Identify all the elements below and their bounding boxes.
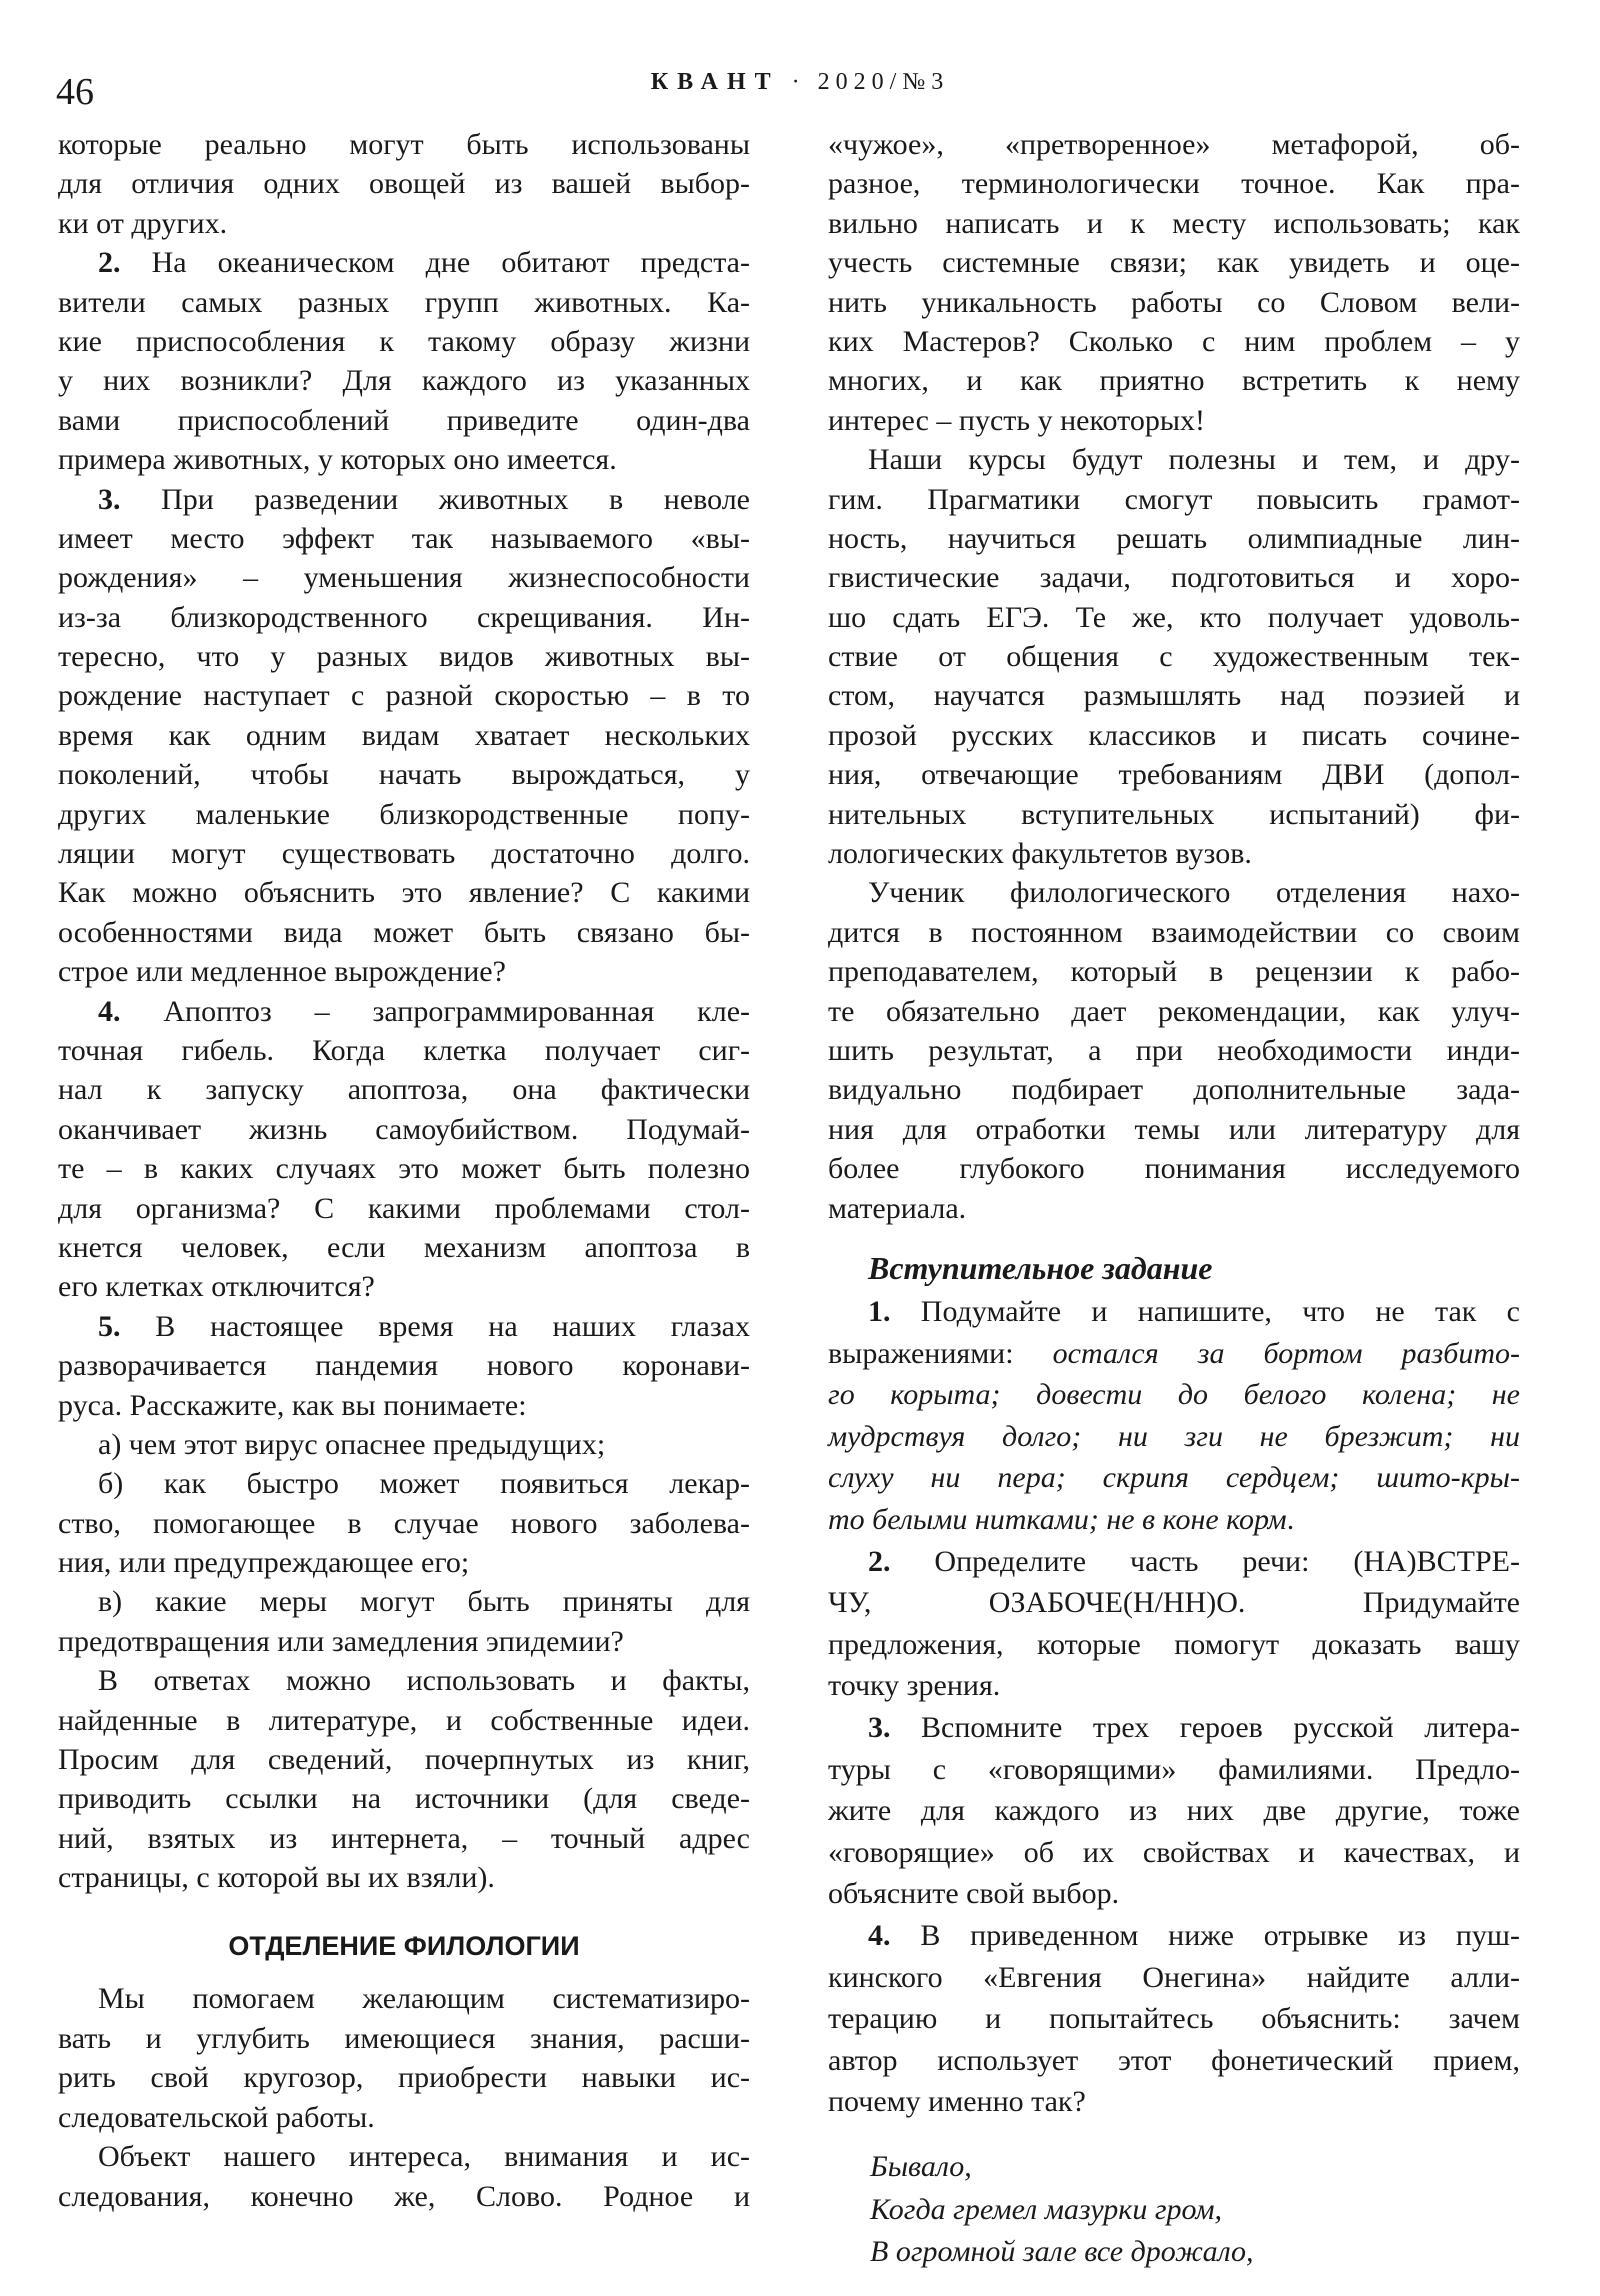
text-span: те обязательно дает рекомендации, как улуч-	[828, 994, 1520, 1028]
text-span: имеет место эффект так называемого «вы-	[58, 521, 750, 555]
text-span: Наши курсы будут полезны и тем, и дру-	[868, 443, 1520, 477]
text-line	[828, 243, 1520, 282]
text-line	[58, 1504, 750, 1543]
text-line	[828, 558, 1520, 597]
text-span: шо сдать ЕГЭ. Те же, кто получает удоволь-	[828, 600, 1520, 634]
text-span: б) как быстро может появиться лекар-	[98, 1467, 750, 1501]
section-heading-philology: ОТДЕЛЕНИЕ ФИЛОЛОГИИ	[228, 1931, 580, 1961]
text-line	[58, 2177, 750, 2217]
text-span: объясните свой выбор.	[828, 1877, 1120, 1911]
text-span: те – в каких случаях это может быть полезно	[58, 1152, 750, 1186]
text-line	[828, 1374, 1520, 1416]
text-span: поколений, чтобы начать вырождаться, у	[58, 758, 750, 792]
text-span: тересно, что у разных видов животных вы-	[58, 640, 750, 674]
text-line	[58, 1701, 750, 1740]
text-span: Вспомните трех героев русской литера-	[890, 1710, 1520, 1744]
text-span: прозой русских классиков и писать сочине-	[828, 718, 1520, 752]
text-span: ствие от общения с художественным тек-	[828, 640, 1520, 674]
text-span: дится в постоянном взаимодействии со своим	[828, 915, 1520, 949]
text-span: вители самых разных групп животных. Ка-	[58, 285, 750, 319]
text-span: автор использует этот фонетический прием,	[828, 2043, 1520, 2077]
text-line	[58, 361, 750, 400]
text-line	[828, 1957, 1520, 1999]
text-line	[58, 913, 750, 952]
text-span: вать и углубить имеющиеся знания, расши-	[58, 2021, 750, 2055]
text-span: Подумайте и напишите, что не так с	[890, 1295, 1520, 1328]
text-span: При разведении животных в неволе	[120, 482, 750, 516]
text-span: разное, терминологически точное. Как пра-	[828, 167, 1520, 201]
text-span: точная гибель. Когда клетка получает сиг-	[58, 1033, 750, 1067]
text-span: нал к запуску апоптоза, она фактически	[58, 1073, 750, 1107]
text-span: терацию и попытайтесь объяснить: зачем	[828, 2002, 1520, 2036]
italic-text: мудрствуя долго; ни зги не брезжит; ни	[828, 1419, 1520, 1453]
text-line	[58, 1543, 750, 1582]
text-span: гим. Прагматики смогут повысить грамот-	[828, 482, 1520, 516]
text-span: жите для каждого из них две другие, тоже	[828, 1794, 1520, 1828]
text-line	[58, 1307, 750, 1346]
text-line	[828, 1873, 1520, 1915]
text-span: стом, научатся размышлять над поэзией и	[828, 679, 1520, 713]
text-line	[58, 164, 750, 203]
text-line	[58, 795, 750, 834]
text-line	[828, 992, 1520, 1031]
text-span: из-за близкородственного скрещивания. Ин-	[58, 600, 750, 634]
text-line	[58, 2019, 750, 2059]
text-span: нить уникальность работы со Словом вели-	[828, 285, 1520, 319]
text-span: шить результат, а при необходимости инди-	[828, 1033, 1520, 1067]
text-span: оканчивает жизнь самоубийством. Подумай-	[58, 1112, 750, 1146]
text-line	[58, 716, 750, 755]
text-span: ки от других.	[58, 206, 228, 240]
text-span: строе или медленное вырождение?	[58, 955, 506, 989]
text-span: точку зрения.	[828, 1669, 1001, 1703]
text-line	[828, 283, 1520, 322]
text-span: предложения, которые помогут доказать вашу	[828, 1627, 1520, 1661]
entrance-task-heading: Вступительное задание	[868, 1250, 1213, 1286]
text-line	[828, 1707, 1520, 1749]
text-line	[58, 243, 750, 282]
text-span: приводить ссылки на источники (для сведе-	[58, 1782, 750, 1816]
text-line	[58, 992, 750, 1031]
text-span: следования, конечно же, Слово. Родное и	[58, 2179, 750, 2213]
text-line	[828, 2040, 1520, 2082]
text-span: более глубокого понимания исследуемого	[828, 1152, 1520, 1186]
text-span: ких Мастеров? Сколько с ним проблем – у	[828, 324, 1520, 358]
text-span: Мы помогаем желающим систематизиро-	[98, 1982, 750, 2015]
text-line	[58, 834, 750, 873]
poem-line: В огромной зале все дрожало,	[870, 2235, 1254, 2268]
text-span: найденные в литературе, и собственные идеи.	[58, 1703, 750, 1737]
text-line	[828, 913, 1520, 952]
text-line	[828, 873, 1520, 912]
magazine-title: КВАНТ	[650, 69, 780, 95]
text-span: в) какие меры могут быть приняты для	[98, 1585, 750, 1619]
text-span: Ученик филологического отделения нахо-	[868, 876, 1520, 910]
text-span: почему именно так?	[828, 2085, 1086, 2119]
poem-excerpt	[828, 2146, 1520, 2274]
text-span: у них возникли? Для каждого из указанных	[58, 364, 750, 398]
item-number: 5.	[98, 1309, 121, 1343]
text-line	[828, 952, 1520, 991]
text-line	[58, 1740, 750, 1779]
text-line	[828, 1790, 1520, 1832]
text-span: многих, и как приятно встретить к нему	[828, 364, 1520, 398]
text-span: ЧУ, ОЗАБОЧЕ(Н/НН)О. Придумайте	[828, 1586, 1520, 1620]
text-span: других маленькие близкородственные попу-	[58, 797, 750, 831]
text-line	[828, 598, 1520, 637]
text-span: Как можно объяснить это явление? С какими	[58, 876, 750, 910]
text-line	[58, 755, 750, 794]
text-span: В ответах можно использовать и факты,	[98, 1664, 750, 1698]
text-line	[58, 952, 750, 991]
text-span: разворачивается пандемия нового коронави-	[58, 1349, 750, 1383]
text-line	[828, 1070, 1520, 1109]
text-span: для отличия одних овощей из вашей выбор-	[58, 167, 750, 201]
text-line	[828, 204, 1520, 243]
text-line	[58, 401, 750, 440]
text-span: рождение наступает с разной скоростью – в то	[58, 679, 750, 713]
text-line	[828, 1541, 1520, 1583]
text-line	[828, 1031, 1520, 1070]
text-line	[828, 322, 1520, 361]
item-number: 3.	[98, 482, 121, 516]
text-line	[58, 558, 750, 597]
text-span: учесть системные связи; как увидеть и оце-	[828, 246, 1520, 280]
text-span: Апоптоз – запрограммированная кле-	[120, 994, 750, 1028]
text-span: ния для отработки темы или литературу для	[828, 1112, 1520, 1146]
text-line	[58, 2058, 750, 2098]
text-line	[828, 1832, 1520, 1874]
text-span: предотвращения или замедления эпидемии?	[58, 1624, 624, 1658]
text-line	[828, 1291, 1520, 1333]
text-span: вильно написать и к месту использовать; как	[828, 206, 1520, 240]
text-line	[58, 1779, 750, 1818]
text-line	[828, 440, 1520, 479]
text-line	[828, 164, 1520, 203]
text-span: рить свой кругозор, приобрести навыки ис-	[58, 2061, 750, 2094]
text-line	[828, 125, 1520, 164]
text-line	[828, 1189, 1520, 1228]
text-line	[58, 322, 750, 361]
poem-line: Когда гремел мазурки гром,	[870, 2192, 1223, 2226]
text-line	[828, 1149, 1520, 1188]
text-span: Объект нашего интереса, внимания и ис-	[98, 2140, 750, 2173]
text-span: особенностями вида может быть связано бы-	[58, 915, 750, 949]
text-line	[828, 676, 1520, 715]
left-column-text	[58, 125, 750, 1898]
text-line	[58, 1346, 750, 1385]
text-line	[828, 361, 1520, 400]
running-header	[0, 62, 1600, 102]
text-span: материала.	[828, 1191, 967, 1225]
text-line	[828, 1333, 1520, 1375]
text-span: Просим для сведений, почерпнутых из книг,	[58, 1743, 750, 1777]
text-line	[828, 1624, 1520, 1666]
italic-text: слуху ни пера; скрипя сердцем; шито-кры-	[828, 1461, 1520, 1495]
text-span: ляции могут существовать достаточно долго.	[58, 837, 750, 871]
right-column-text	[828, 125, 1520, 1228]
text-span: руса. Расскажите, как вы понимаете:	[58, 1388, 527, 1422]
text-line	[828, 716, 1520, 755]
text-span: видуально подбирает дополнительные зада-	[828, 1073, 1520, 1107]
text-span: «чужое», «претворенное» метафорой, об-	[828, 128, 1520, 161]
text-line	[828, 755, 1520, 794]
text-span: ния, или предупреждающее его;	[58, 1546, 470, 1580]
text-span: а) чем этот вирус опаснее предыдущих;	[98, 1427, 606, 1461]
text-line	[58, 1622, 750, 1661]
text-span: выражениями:	[828, 1336, 1053, 1370]
text-span: вами приспособлений приведите один-два	[58, 403, 750, 437]
italic-text: то белыми нитками; не в коне корм	[828, 1502, 1287, 1536]
text-span: .	[1286, 1502, 1295, 1536]
text-span: ния, отвечающие требованиям ДВИ (допол-	[828, 758, 1520, 792]
text-span: кинского «Евгения Онегина» найдите алли-	[828, 1960, 1520, 1994]
text-span: его клетках отключится?	[58, 1270, 375, 1304]
text-line	[58, 1070, 750, 1109]
item-number: 2.	[98, 246, 121, 280]
text-line	[58, 1031, 750, 1070]
italic-text: остался за бортом разбито-	[1052, 1336, 1520, 1370]
text-span: которые реально могут быть использованы	[58, 128, 750, 161]
text-line	[58, 676, 750, 715]
text-line	[828, 1110, 1520, 1149]
text-line	[58, 204, 750, 243]
text-line	[828, 401, 1520, 440]
text-span: кие приспособления к такому образу жизни	[58, 324, 750, 358]
item-number: 1.	[868, 1295, 891, 1328]
text-line	[58, 2098, 750, 2138]
text-line	[828, 1915, 1520, 1957]
text-line	[58, 440, 750, 479]
text-span: нительных вступительных испытаний) фи-	[828, 797, 1520, 831]
text-line	[58, 1425, 750, 1464]
text-line	[58, 1386, 750, 1425]
italic-text: го корыта; довести до белого колена; не	[828, 1378, 1520, 1412]
text-span: ство, помогающее в случае нового заболева-	[58, 1506, 750, 1540]
text-line	[828, 1998, 1520, 2040]
text-line	[828, 480, 1520, 519]
text-line	[58, 1267, 750, 1306]
text-line	[58, 1858, 750, 1897]
text-span: В настоящее время на наших глазах	[120, 1309, 750, 1343]
text-span: ний, взятых из интернета, – точный адрес	[58, 1821, 750, 1855]
issue-number: · 2020/№3	[791, 69, 950, 95]
text-span: Определите часть речи: (НА)ВСТРЕ-	[890, 1544, 1520, 1578]
text-span: В приведенном ниже отрывке из пуш-	[890, 1918, 1520, 1952]
text-line	[58, 1228, 750, 1267]
text-span: следовательской работы.	[58, 2100, 375, 2134]
text-line	[828, 1749, 1520, 1791]
text-span: примера животных, у которых оно имеется.	[58, 443, 617, 477]
page-number: 46	[56, 71, 94, 113]
text-line	[828, 1582, 1520, 1624]
text-line	[58, 1149, 750, 1188]
text-line	[828, 1457, 1520, 1499]
text-span: ность, научиться решать олимпиадные лин-	[828, 521, 1520, 555]
text-line	[58, 283, 750, 322]
text-line	[58, 2137, 750, 2177]
text-line	[58, 125, 750, 164]
philology-intro-text	[58, 1979, 750, 2216]
text-span: На океаническом дне обитают предста-	[120, 246, 750, 280]
item-number: 2.	[868, 1544, 891, 1578]
text-span: «говорящие» об их свойствах и качествах, и	[828, 1835, 1520, 1869]
text-span: кнется человек, если механизм апоптоза в	[58, 1230, 750, 1264]
text-line	[828, 2081, 1520, 2123]
text-line	[58, 480, 750, 519]
text-line	[828, 519, 1520, 558]
text-line	[58, 1582, 750, 1621]
text-line	[58, 598, 750, 637]
text-line	[58, 1110, 750, 1149]
text-span: гвистические задачи, подготовиться и хоро-	[828, 561, 1520, 595]
poem-line: Бывало,	[870, 2150, 972, 2183]
item-number: 4.	[868, 1918, 891, 1952]
text-line	[58, 1979, 750, 2019]
text-span: преподавателем, который в рецензии к рабо-	[828, 955, 1520, 989]
text-span: рождения» – уменьшения жизнеспособности	[58, 561, 750, 595]
text-line	[58, 1661, 750, 1700]
text-line	[58, 1819, 750, 1858]
text-line	[58, 1464, 750, 1503]
text-line	[828, 1416, 1520, 1458]
text-line	[828, 637, 1520, 676]
text-line	[828, 834, 1520, 873]
text-span: лологических факультетов вузов.	[828, 837, 1252, 871]
text-span: страницы, с которой вы их взяли).	[58, 1861, 495, 1895]
text-span: туры с «говорящими» фамилиями. Предло-	[828, 1752, 1520, 1786]
text-span: время как одним видам хватает нескольких	[58, 718, 750, 752]
text-line	[58, 519, 750, 558]
text-line	[828, 795, 1520, 834]
text-line	[58, 873, 750, 912]
text-line	[828, 1665, 1520, 1707]
text-line	[828, 1499, 1520, 1541]
text-line	[58, 637, 750, 676]
text-span: для организма? С какими проблемами стол-	[58, 1191, 750, 1225]
entrance-tasks	[828, 1291, 1520, 2123]
item-number: 3.	[868, 1710, 891, 1744]
text-span: интерес – пусть у некоторых!	[828, 403, 1205, 437]
text-line	[58, 1189, 750, 1228]
item-number: 4.	[98, 994, 121, 1028]
